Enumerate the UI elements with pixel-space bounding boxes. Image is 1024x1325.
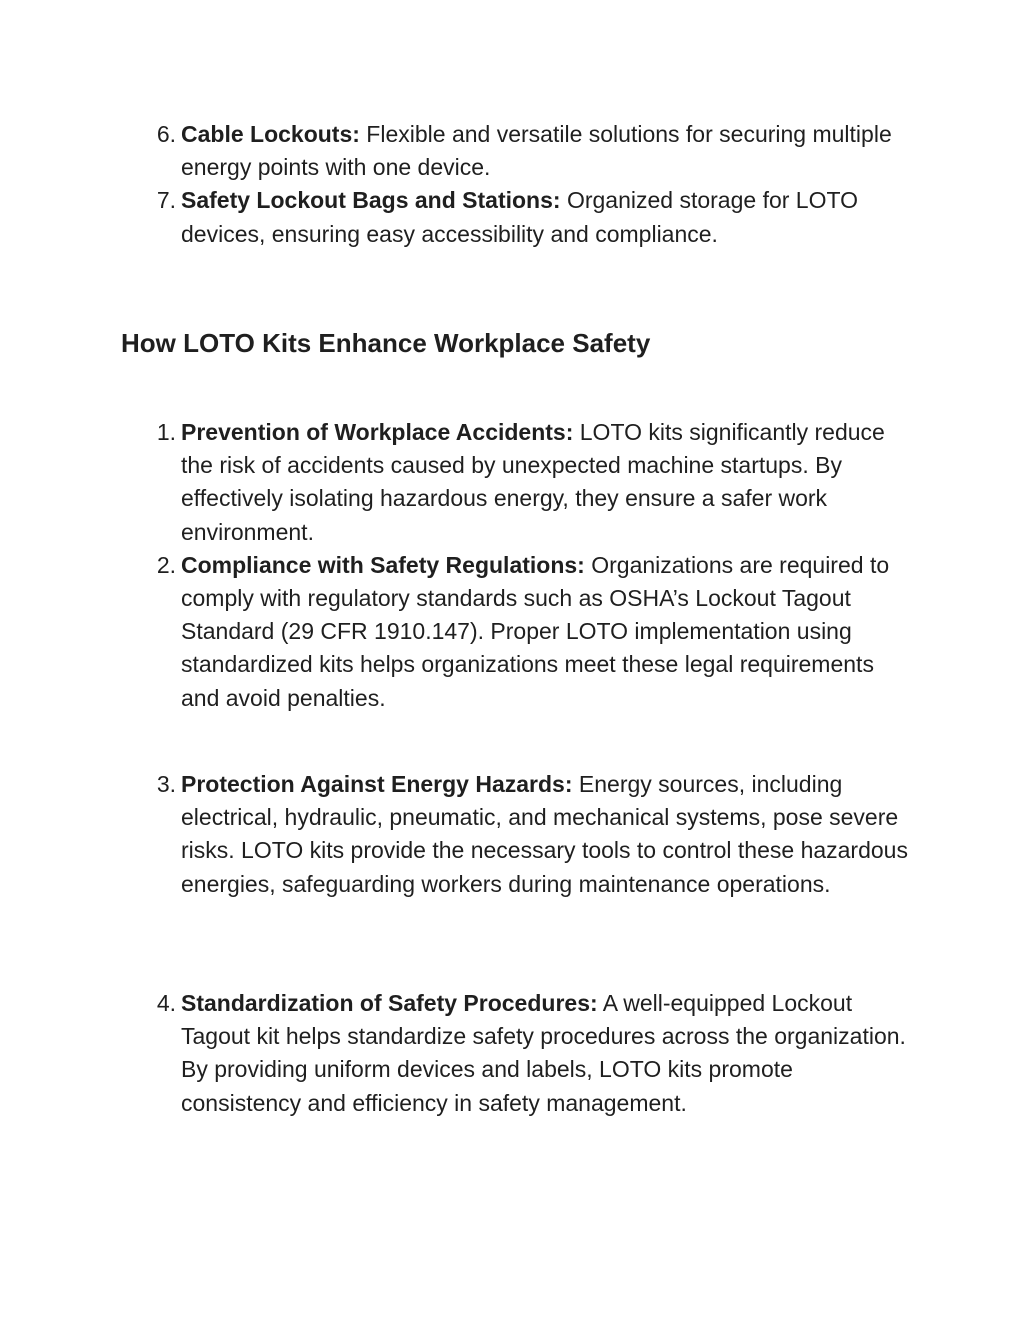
list-term: Safety Lockout Bags and Stations: xyxy=(181,187,561,214)
list-text: Organizations are required to comply with regulatory standards such as OSHA’s Lockout Tagout Standard (29 CFR 1910.147). Proper LOTO implementation using standardized kits helps organizations meet these legal requirements and avoid penalties. xyxy=(181,551,890,711)
list-item xyxy=(0,549,916,715)
section-list-part-3 xyxy=(0,987,916,1120)
list-term: Standardization of Safety Procedures: xyxy=(181,990,598,1016)
list-item xyxy=(0,118,916,184)
list-text: Flexible and versatile solutions for securing multiple energy points with one device. xyxy=(181,121,892,181)
list-item xyxy=(0,416,916,549)
list-number: 4. xyxy=(156,990,176,1016)
list-text: LOTO kits significantly reduce the risk of accidents caused by unexpected machine startups. By effectively isolating hazardous energy, they ensure a safer work environment. xyxy=(181,419,885,545)
section-heading: How LOTO Kits Enhance Workplace Safety xyxy=(121,328,651,358)
list-number: 1. xyxy=(156,419,176,445)
list-text: Energy sources, including electrical, hydraulic, pneumatic, and mechanical systems, pose severe risks. LOTO kits provide the necessary tools to control these hazardous energies, safeguarding workers during maintenance operations. xyxy=(181,771,908,897)
list-number: 3. xyxy=(156,771,176,797)
list-term: Protection Against Energy Hazards: xyxy=(181,771,573,797)
list-number: 7. xyxy=(156,187,176,214)
list-item xyxy=(0,184,916,250)
list-number: 2. xyxy=(156,551,176,578)
list-text: Organized storage for LOTO devices, ensuring easy accessibility and compliance. xyxy=(181,187,859,247)
list-term: Cable Lockouts: xyxy=(181,121,360,147)
list-item xyxy=(0,768,916,901)
list-term: Compliance with Safety Regulations: xyxy=(181,551,585,578)
top-list xyxy=(0,118,916,251)
section-list-part-2 xyxy=(0,768,916,901)
section-list-part-1 xyxy=(0,416,916,715)
list-term: Prevention of Workplace Accidents: xyxy=(181,419,574,445)
list-text: A well-equipped Lockout Tagout kit helps standardize safety procedures across the organization. By providing uniform devices and labels, LOTO kits promote consistency and efficiency in safety management. xyxy=(181,990,906,1116)
list-item xyxy=(0,987,916,1120)
list-number: 6. xyxy=(156,121,176,147)
